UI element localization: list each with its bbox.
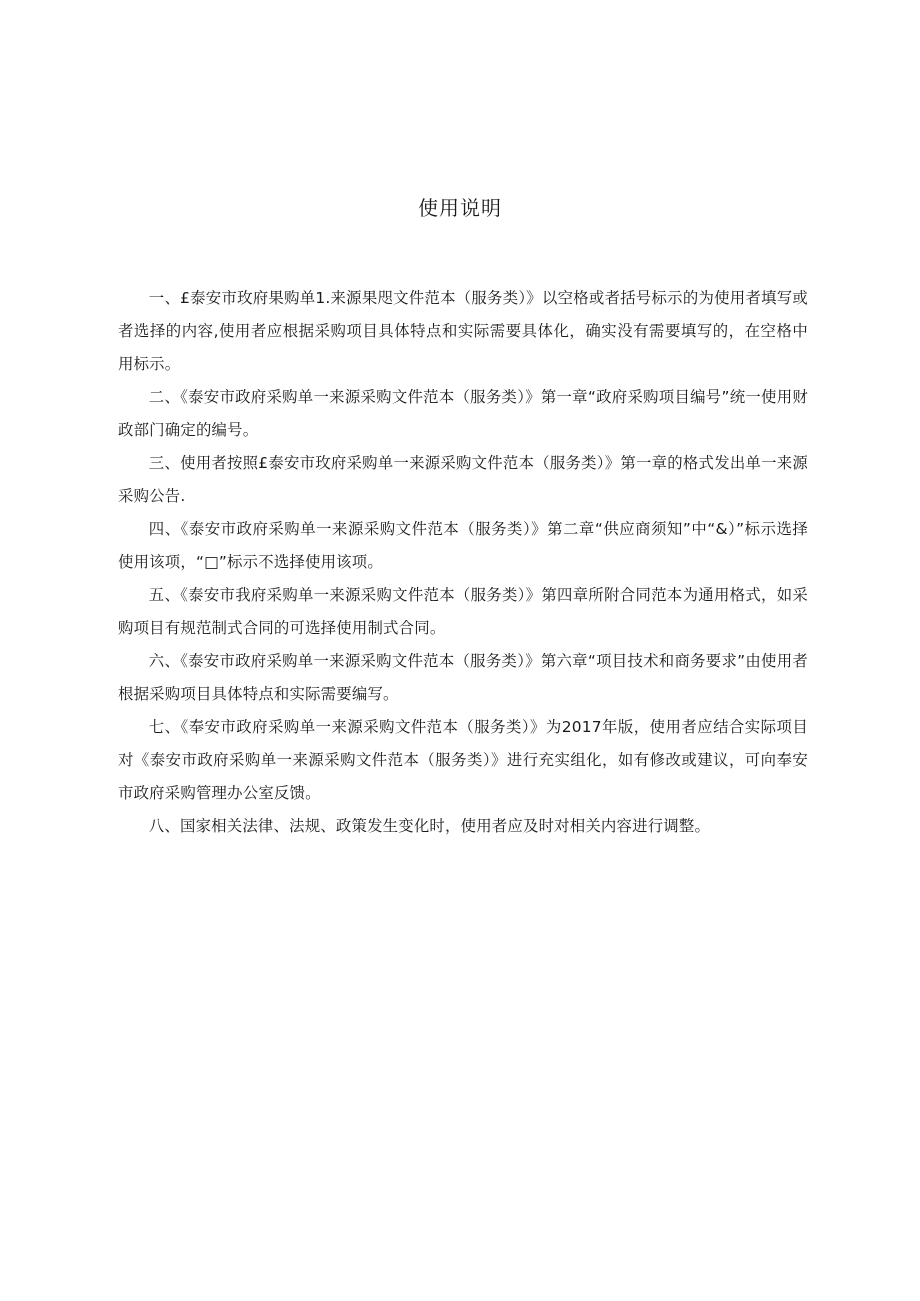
document-body xyxy=(118,282,808,843)
paragraph-3: 三、使用者按照£泰安市玫府采购单一来源采购文件范本（服务类）》第一章的格式发出单一来源采购公告. xyxy=(118,454,808,505)
paragraph-8: 八、国家相关法律、法规、政策发生变化时，使用者应及时对相关内容进行调整。 xyxy=(148,817,711,835)
paragraph-7: 七、《奉安市政府采购单一来源采购文件范本（服务类）》为2017年版，使用者应结合实际项目对《泰安市政府采购单一来源采购文件范本（服务类）》进行充实组化，如有修改或建议，可向奉安市政府采购管理办公室反馈。 xyxy=(118,718,808,802)
paragraph-4: 四、《泰安市政府采购单一来源采购文件范本（服务类）》第二章“供应商须知”中“&）”标示选择使用该项，“□”标示不选择使用该项。 xyxy=(118,520,808,571)
document-title: 使用说明 xyxy=(418,196,502,220)
paragraph-1: 一、£泰安市玫府果购单1.来源果咫文件范本（服务类）》以空格或者括号标示的为使用者填写或者选择的内容,使用者应根据采购项目具体特点和实际需要具体化，确实没有需要填写的，在空格中用标示。 xyxy=(118,289,808,373)
paragraph-5: 五、《泰安市我府采购单一来源采购文件范本（服务类）》第四章所附合同范本为通用格式，如采购项目有规范制式合同的可选择使用制式合同。 xyxy=(118,586,808,637)
paragraph-2: 二、《泰安市政府采购单一来源采购文件范本（服务类）》第一章“政府采购项目编号”统一使用财政部门确定的编号。 xyxy=(118,388,808,439)
paragraph-6: 六、《泰安市政府采购单一来源采购文件范本（服务类）》第六章“项目技术和商务要求”由使用者根据采购项目具体特点和实际需要编写。 xyxy=(118,652,808,703)
